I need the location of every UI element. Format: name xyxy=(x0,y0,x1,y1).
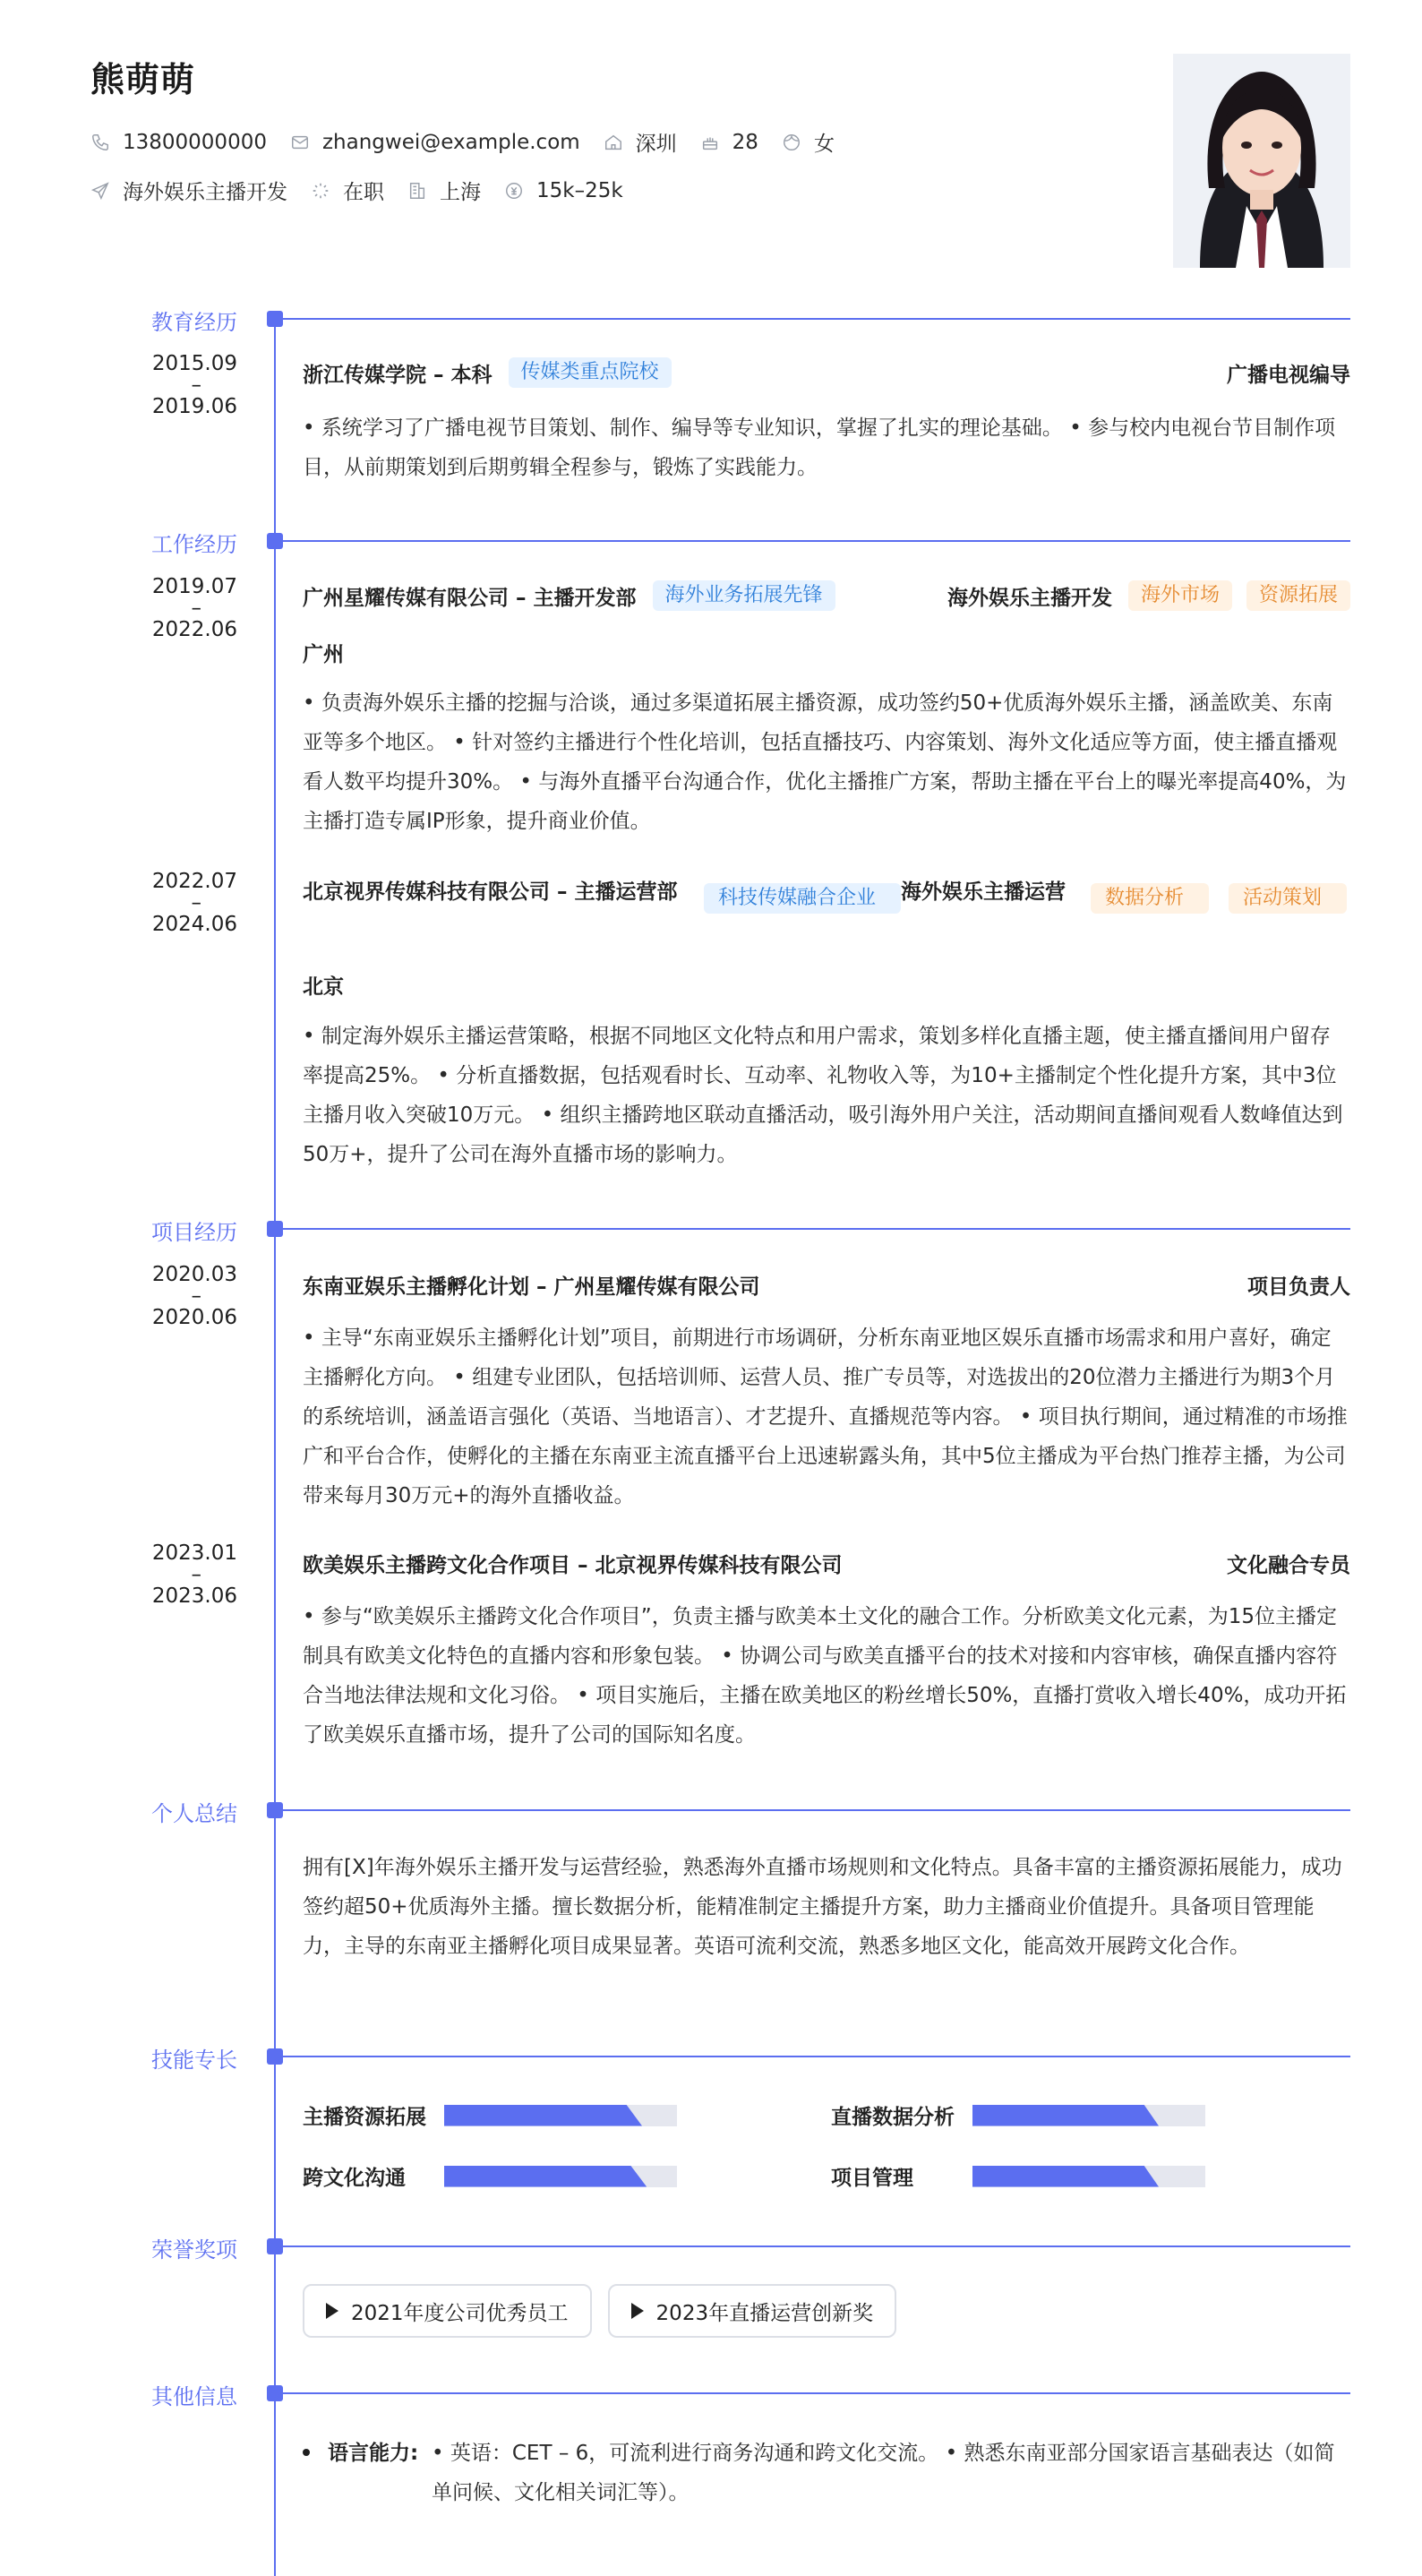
job-intent-row xyxy=(90,176,647,205)
work-2-company-tag: 科技传媒融合企业 xyxy=(704,883,901,914)
project-1-description: • 主导“东南亚娱乐主播孵化计划”项目，前期进行市场调研，分析东南亚地区娱乐直播市场需求和用户喜好，确定主播孵化方向。 • 组建专业团队，包括培训师、运营人员、推广专员等，对选拔出的20位潜力主播进行为期3个月的系统培训，涵盖语言强化（英语、当地语言）、才艺提升、直播规范等内容。 • 项目执行期间，通过精准的市场推广和平台合作，使孵化的主播在东南亚主流直播平台上迅速崭露头角，其中5位主播成为平台热门推荐主播，为公司带来每月30万元+的海外直播收益。 xyxy=(303,1327,1348,1507)
project-1-start-date: 2020.03 xyxy=(151,1263,237,1286)
phone-icon xyxy=(90,133,110,152)
project-1-title: 东南亚娱乐主播孵化计划 – 广州星耀传媒有限公司 xyxy=(303,1275,760,1299)
email-text: zhangwei@example.com xyxy=(321,130,580,154)
work-2-role: 海外娱乐主播运营 xyxy=(901,880,1066,904)
work-1-date xyxy=(0,576,237,640)
project-2-end-date: 2023.06 xyxy=(151,1584,237,1608)
skill-bar-fill xyxy=(972,2166,1159,2187)
avatar-illustration xyxy=(1173,54,1350,268)
honors-list xyxy=(303,2284,896,2338)
skill-name: 项目管理 xyxy=(831,2167,913,2190)
honors-section-title: 荣誉奖项 xyxy=(151,2237,237,2263)
skill-bar xyxy=(972,2166,1205,2187)
age-item xyxy=(700,131,758,154)
date-separator: – xyxy=(191,891,201,914)
skill-bar xyxy=(444,2105,677,2126)
home-icon xyxy=(604,133,623,152)
school-tag: 传媒类重点院校 xyxy=(509,357,672,388)
work-1-description: • 负责海外娱乐主播的挖掘与洽谈，通过多渠道拓展主播资源，成功签约50+优质海外娱乐主播，涵盖欧美、东南亚等多个地区。 • 针对签约主播进行个性化培训，包括直播技巧、内容策划、海外文化适应等方面，使主播直播观看人数平均提升30%。 • 与海外直播平台沟通合作，优化主播推广方案，帮助主播在平台上的曝光率提高40%，为主播打造专属IP形象，提升商业价值。 xyxy=(303,691,1347,833)
building-icon xyxy=(407,181,427,201)
date-separator: – xyxy=(191,374,201,397)
gender-text: 女 xyxy=(813,133,835,156)
project-1-header xyxy=(303,1270,1350,1300)
skill-name: 直播数据分析 xyxy=(831,2106,955,2129)
work-1-company: 广州星耀传媒有限公司 – 主播开发部 xyxy=(303,586,637,610)
mail-icon xyxy=(290,133,310,152)
work-2-skill-tag-1: 数据分析 xyxy=(1091,883,1209,914)
summary-section-line xyxy=(274,1809,1350,1811)
work-2-description: • 制定海外娱乐主播运营策略，根据不同地区文化特点和用户需求，策划多样化直播主题，使主播直播间用户留存率提高25%。 • 分析直播数据，包括观看时长、互动率、礼物收入等，为10+主播制定个性化提升方案，其中3位主播月收入突破10万元。 • 组织主播跨地区联动直播活动，吸引海外用户关注，活动期间直播间观看人数峰值达到50万+，提升了公司在海外直播市场的影响力。 xyxy=(303,1025,1343,1166)
phone-text: 13800000000 xyxy=(123,130,267,154)
work-2-city: 北京 xyxy=(303,975,344,999)
education-entry-header xyxy=(303,357,1350,388)
work-1-city: 广州 xyxy=(303,643,344,666)
skill-item xyxy=(303,2100,677,2130)
summary-section-title: 个人总结 xyxy=(151,1801,237,1826)
send-icon xyxy=(90,181,110,201)
project-2-header xyxy=(303,1549,1350,1578)
skill-item xyxy=(831,2100,1205,2130)
skill-name: 跨文化沟通 xyxy=(303,2167,406,2190)
projects-section-title: 项目经历 xyxy=(151,1220,237,1245)
list-bullet xyxy=(303,2449,310,2456)
other-item-text: • 英语：CET – 6，可流利进行商务沟通和跨文化交流。 • 熟悉东南亚部分国家语言基础表达（如简单问候、文化相关词汇等）。 xyxy=(432,2442,1335,2504)
education-section-marker xyxy=(267,311,283,327)
education-section-title: 教育经历 xyxy=(151,310,237,335)
date-separator: – xyxy=(191,1284,201,1308)
skill-bar xyxy=(444,2166,677,2187)
other-section-line xyxy=(274,2392,1350,2394)
work-2-end-date: 2024.06 xyxy=(151,913,237,936)
project-1-role: 项目负责人 xyxy=(1247,1275,1350,1299)
work-section-line xyxy=(274,540,1350,542)
project-2-description: • 参与“欧美娱乐主播跨文化合作项目”，负责主播与欧美本土文化的融合工作。分析欧美文化元素，为15位主播定制具有欧美文化特色的直播内容和形象包装。 • 协调公司与欧美直播平台的技术对接和内容审核，确保直播内容符合当地法律法规和文化习俗。 • 项目实施后，主播在欧美地区的粉丝增长50%，直播打赏收入增长40%，成功开拓了欧美娱乐直播市场，提升了公司的国际知名度。 xyxy=(303,1605,1347,1747)
date-separator: – xyxy=(191,1563,201,1586)
summary-section-marker xyxy=(267,1802,283,1818)
gender-item xyxy=(782,127,835,157)
other-section-marker xyxy=(267,2385,283,2401)
target-city-item xyxy=(407,176,481,205)
timeline-spine xyxy=(274,319,276,2576)
summary-text: 拥有[X]年海外娱乐主播开发与运营经验，熟悉海外直播市场规则和文化特点。具备丰富的主播资源拓展能力，成功签约超50+优质海外主播。擅长数据分析，能精准制定主播提升方案，助力主播商业价值提升。具备项目管理能力，主导的东南亚主播孵化项目成果显著。英语可流利交流，熟悉多地区文化，能高效开展跨文化合作。 xyxy=(303,1856,1342,1958)
play-icon xyxy=(326,2303,338,2319)
work-1-skill-tag-1: 海外市场 xyxy=(1128,580,1232,611)
project-1-end-date: 2020.06 xyxy=(151,1306,237,1329)
salary-text: 15k–25k xyxy=(536,178,623,202)
status-item xyxy=(311,176,384,205)
work-2-start-date: 2022.07 xyxy=(151,870,237,893)
skills-section-title: 技能专长 xyxy=(151,2048,237,2073)
work-2-skill-tag-2: 活动策划 xyxy=(1229,883,1347,914)
location-text: 深圳 xyxy=(635,133,677,156)
work-1-end-date: 2022.06 xyxy=(151,618,237,641)
status-text: 在职 xyxy=(343,181,384,204)
skill-name: 主播资源拓展 xyxy=(303,2106,426,2129)
education-description: • 系统学习了广播电视节目策划、制作、编导等专业知识，掌握了扎实的理论基础。 • 参与校内电视台节目制作项目，从前期策划到后期剪辑全程参与，锻炼了实践能力。 xyxy=(303,416,1336,479)
location-item xyxy=(604,127,677,157)
other-item-label: 语言能力: xyxy=(328,2442,419,2465)
major-text: 广播电视编导 xyxy=(1227,363,1350,387)
salary-item xyxy=(504,179,623,202)
work-1-company-tag: 海外业务拓展先锋 xyxy=(653,580,835,611)
work-section-title: 工作经历 xyxy=(151,532,237,557)
honors-section-line xyxy=(274,2245,1350,2247)
target-city-text: 上海 xyxy=(440,181,481,204)
work-section-marker xyxy=(267,533,283,549)
honors-section-marker xyxy=(267,2238,283,2254)
date-separator: – xyxy=(191,597,201,620)
face-icon xyxy=(782,133,801,152)
award-item xyxy=(303,2284,592,2338)
play-icon xyxy=(631,2303,644,2319)
project-1-date xyxy=(0,1264,237,1328)
work-2-header xyxy=(303,874,1350,946)
age-text: 28 xyxy=(732,130,758,154)
candidate-name: 熊萌萌 xyxy=(90,60,196,99)
target-role-item xyxy=(90,176,287,205)
phone-item xyxy=(90,131,267,154)
projects-section-marker xyxy=(267,1221,283,1237)
profile-photo xyxy=(1173,54,1350,268)
school-title: 浙江传媒学院 – 本科 xyxy=(303,363,493,387)
loading-icon xyxy=(311,181,330,201)
skill-bar xyxy=(972,2105,1205,2126)
education-section-line xyxy=(274,318,1350,320)
work-1-role: 海外娱乐主播开发 xyxy=(947,586,1112,610)
project-2-start-date: 2023.01 xyxy=(151,1541,237,1565)
skills-section-line xyxy=(274,2056,1350,2057)
project-2-role: 文化融合专员 xyxy=(1227,1554,1350,1577)
skill-item xyxy=(831,2161,1205,2191)
skill-bar-fill xyxy=(444,2105,642,2126)
skill-item xyxy=(303,2161,677,2191)
projects-section-line xyxy=(274,1228,1350,1230)
work-1-start-date: 2019.07 xyxy=(151,575,237,598)
other-section-title: 其他信息 xyxy=(151,2384,237,2409)
target-role-text: 海外娱乐主播开发 xyxy=(123,181,287,204)
education-end-date: 2019.06 xyxy=(151,395,237,418)
work-2-date xyxy=(0,871,237,935)
work-2-company: 北京视界传媒科技有限公司 – 主播运营部 xyxy=(303,880,678,904)
contact-row xyxy=(90,127,858,157)
skill-bar-fill xyxy=(444,2166,647,2187)
project-2-title: 欧美娱乐主播跨文化合作项目 – 北京视界传媒科技有限公司 xyxy=(303,1554,843,1577)
work-1-header xyxy=(303,580,1350,611)
award-label: 2023年直播运营创新奖 xyxy=(655,2301,874,2325)
cake-icon xyxy=(700,133,720,152)
skill-bar-fill xyxy=(972,2105,1159,2126)
award-item xyxy=(608,2284,897,2338)
education-date xyxy=(0,353,237,417)
work-1-skill-tag-2: 资源拓展 xyxy=(1246,580,1350,611)
email-item xyxy=(290,131,580,154)
skills-section-marker xyxy=(267,2048,283,2065)
education-start-date: 2015.09 xyxy=(151,352,237,375)
money-icon xyxy=(504,181,524,201)
project-2-date xyxy=(0,1542,237,1607)
award-label: 2021年度公司优秀员工 xyxy=(351,2301,569,2325)
